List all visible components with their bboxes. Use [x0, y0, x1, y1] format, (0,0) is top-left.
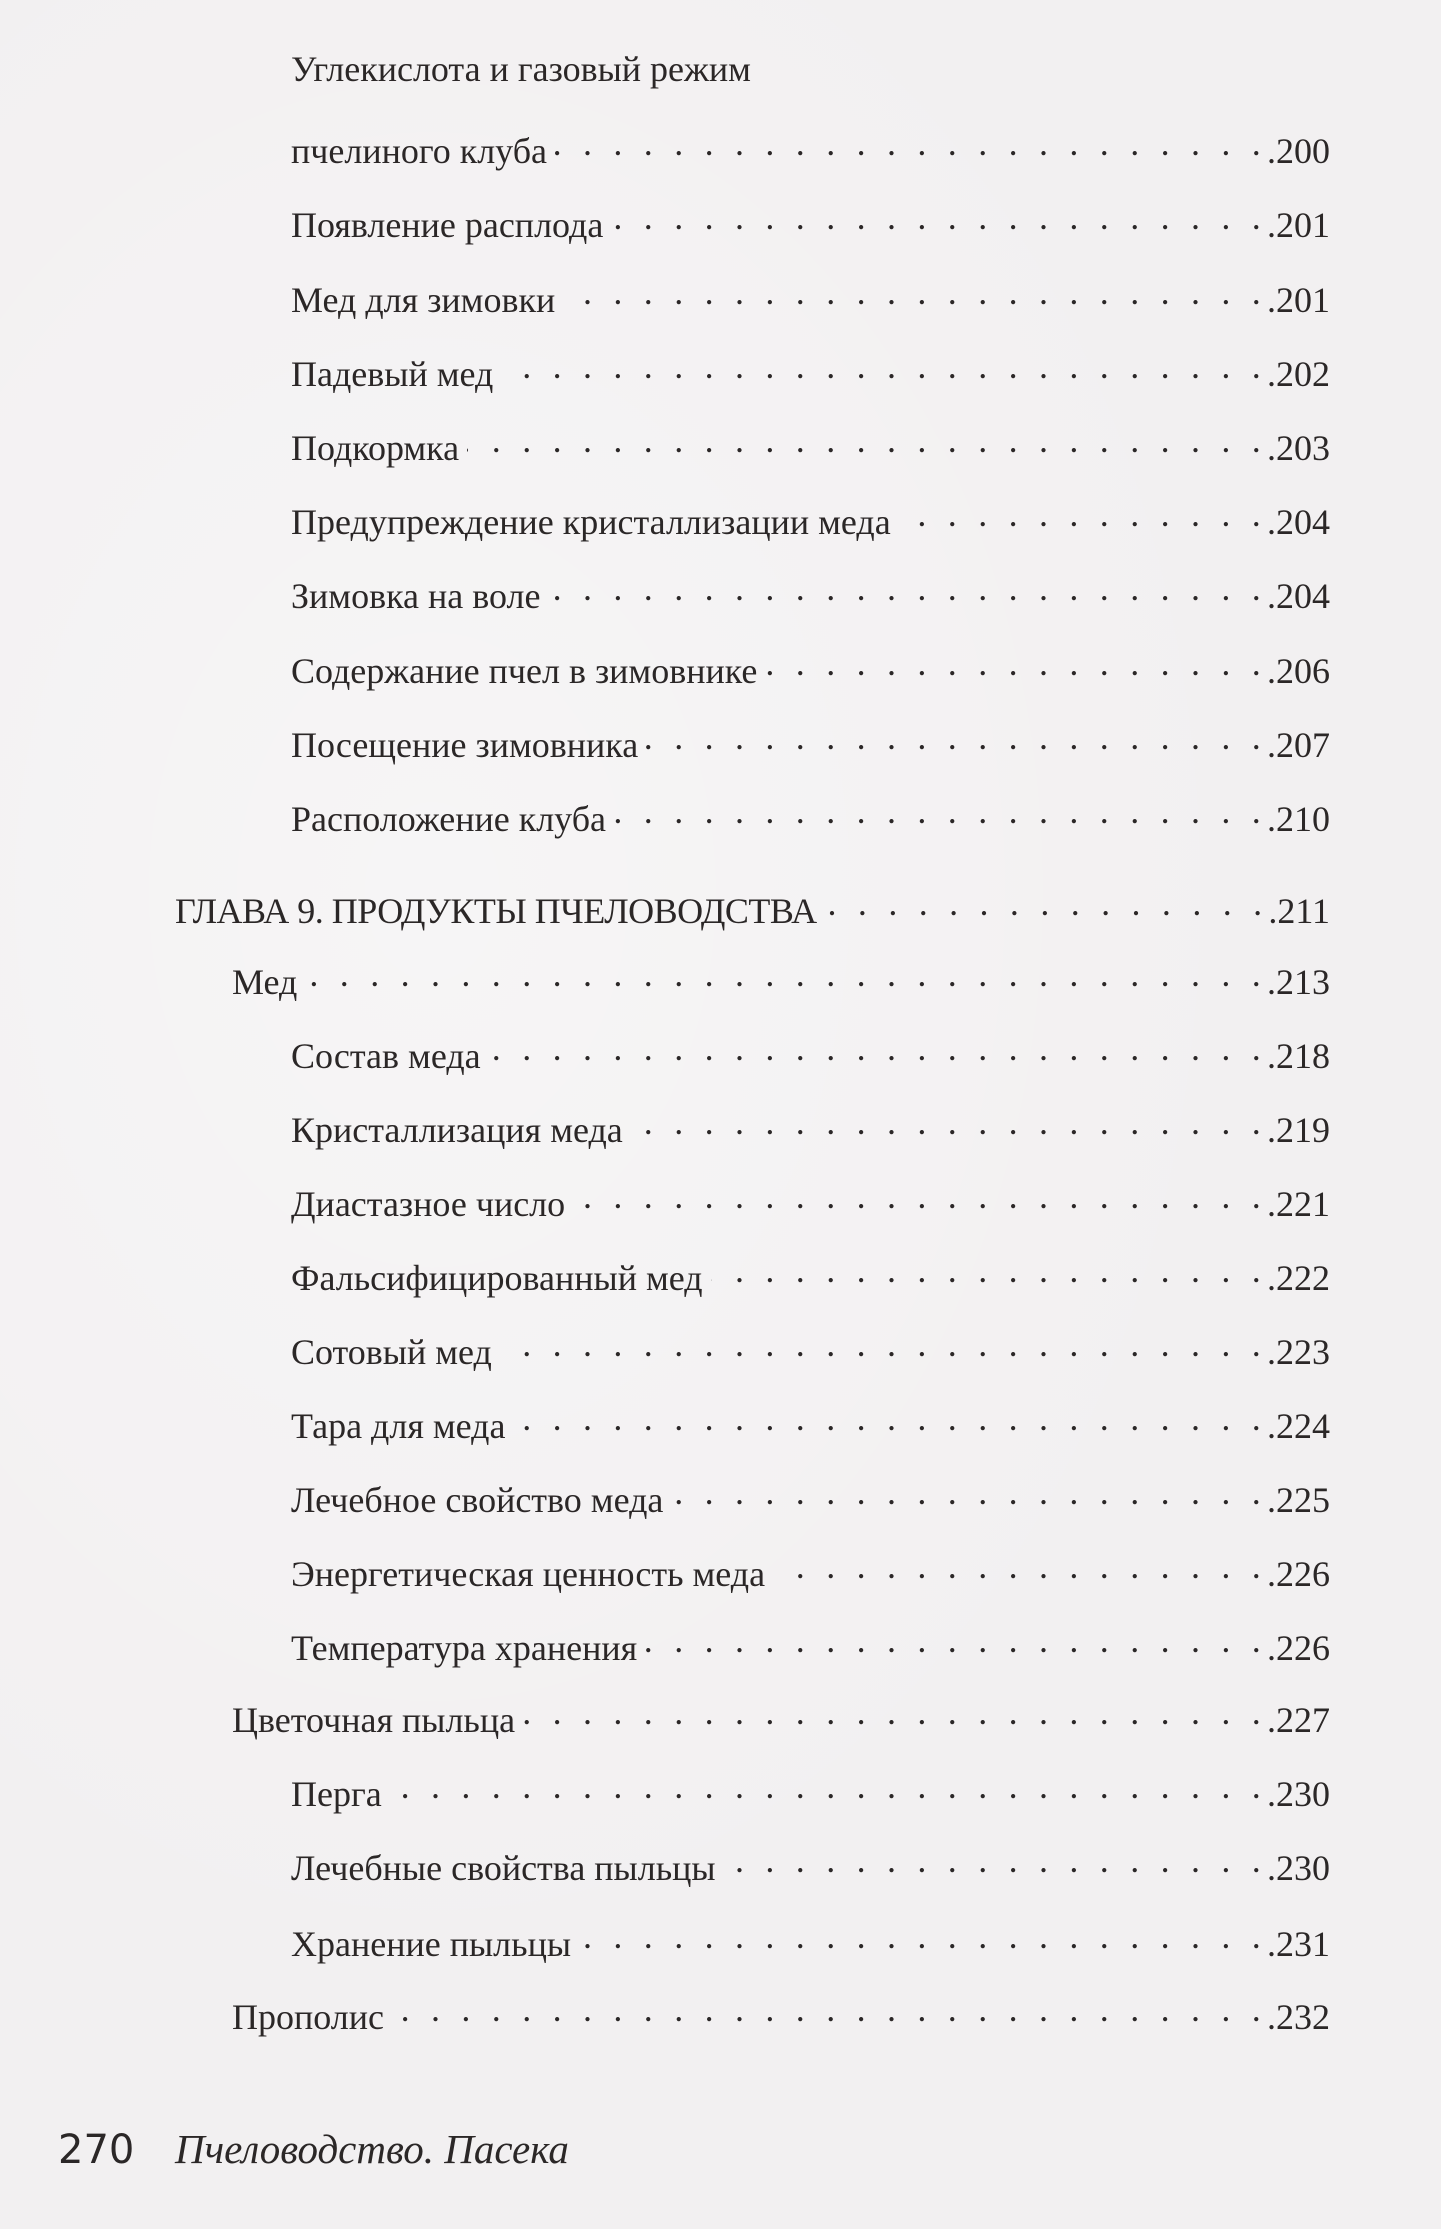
toc-entry-title: Расположение клуба — [291, 799, 606, 839]
page-number: 270 — [58, 2127, 135, 2173]
toc-entry-page: . 230 — [1267, 1774, 1330, 1814]
toc-entry-title: Посещение зимовника — [291, 725, 639, 765]
dot-leader — [631, 1102, 1267, 1142]
dot-leader — [646, 717, 1267, 757]
toc-entry-title: Появление расплода — [291, 205, 604, 245]
toc-entry-page: . 222 — [1267, 1258, 1330, 1298]
toc-entry-page: . 230 — [1267, 1848, 1330, 1888]
dot-leader — [773, 1546, 1267, 1586]
toc-entry-page: . 213 — [1267, 962, 1330, 1002]
toc-entry-page: . 227 — [1267, 1700, 1330, 1740]
dot-leader — [765, 643, 1267, 683]
toc-entry — [291, 1250, 1330, 1298]
toc-chapter-heading — [175, 883, 1330, 931]
toc-entry-page: . 204 — [1267, 576, 1330, 616]
dot-leader — [467, 420, 1267, 460]
toc-entry-page: . 226 — [1267, 1554, 1330, 1594]
dot-leader — [573, 1176, 1267, 1216]
toc-entry — [291, 1028, 1330, 1076]
toc-entry-title: Прополис — [232, 1997, 384, 2037]
toc-entry-title: Температура хранения — [291, 1628, 638, 1668]
toc-entry-title: Содержание пчел в зимовнике — [291, 651, 758, 691]
dot-leader — [825, 883, 1269, 923]
dot-leader — [611, 197, 1267, 237]
toc-entry-page: . 218 — [1267, 1036, 1330, 1076]
toc-entry — [291, 49, 1330, 89]
dot-leader — [513, 1398, 1267, 1438]
toc-entry — [291, 1472, 1330, 1520]
dot-leader — [671, 1472, 1267, 1512]
dot-leader — [523, 1692, 1267, 1732]
toc-entry — [291, 272, 1330, 320]
dot-leader — [614, 791, 1267, 831]
dot-leader — [645, 1620, 1267, 1660]
toc-entry — [291, 1102, 1330, 1150]
toc-entry — [291, 494, 1330, 542]
toc-entry — [291, 346, 1330, 394]
toc-entry-title: Цветочная пыльца — [232, 1700, 516, 1740]
toc-entry-title: Лечебное свойство меда — [291, 1480, 664, 1520]
toc-entry — [291, 1324, 1330, 1372]
toc-entry-page: . 211 — [1268, 891, 1330, 931]
dot-leader — [579, 1916, 1267, 1956]
toc-entry-title: Фальсифицированный мед — [291, 1258, 703, 1298]
toc-section — [232, 1692, 1330, 1740]
toc-entry-page: . 219 — [1267, 1110, 1330, 1150]
toc-entry-title: Перга — [291, 1774, 382, 1814]
dot-leader — [489, 1028, 1267, 1068]
dot-leader — [500, 1324, 1267, 1364]
toc-entry-title: Хранение пыльцы — [291, 1924, 572, 1964]
toc-entry — [291, 1620, 1330, 1668]
toc-entry-title: Сотовый мед — [291, 1332, 492, 1372]
page-footer — [58, 2126, 569, 2172]
dot-leader — [501, 346, 1267, 386]
running-title: Пчеловодство. Пасека — [175, 2126, 569, 2172]
dot-leader — [711, 1250, 1267, 1290]
toc-entry — [291, 1766, 1330, 1814]
toc-entry — [291, 1176, 1330, 1224]
dot-leader — [392, 1989, 1267, 2029]
toc-entry — [291, 1398, 1330, 1446]
dot-leader — [563, 272, 1267, 312]
toc-entry-page: . 203 — [1267, 428, 1330, 468]
toc-entry — [291, 568, 1330, 616]
toc-entry-page: . 206 — [1267, 651, 1330, 691]
toc-entry-page: . 223 — [1267, 1332, 1330, 1372]
toc-entry-title: Лечебные свойства пыльцы — [291, 1848, 716, 1888]
toc-entry-title: Тара для меда — [291, 1406, 506, 1446]
dot-leader — [548, 568, 1267, 608]
toc-entry-title: Кристаллизация меда — [291, 1110, 623, 1150]
toc-entry — [291, 197, 1330, 245]
toc-section — [232, 954, 1330, 1002]
toc-entry-title: Падевый мед — [291, 354, 494, 394]
dot-leader — [555, 123, 1267, 163]
toc-entry-page: . 204 — [1267, 502, 1330, 542]
toc-entry — [291, 1546, 1330, 1594]
toc-entry-page: . 202 — [1267, 354, 1330, 394]
toc-entry-title: Зимовка на воле — [291, 576, 541, 616]
chapter-title: ГЛАВА 9. ПРОДУКТЫ ПЧЕЛОВОДСТВА — [175, 891, 817, 931]
toc-entry — [291, 123, 1330, 171]
toc-entry-page: . 224 — [1267, 1406, 1330, 1446]
toc-entry — [291, 420, 1330, 468]
toc-entry-page: . 200 — [1267, 131, 1330, 171]
toc-entry-page: . 201 — [1267, 205, 1330, 245]
toc-entry — [291, 1916, 1330, 1964]
dot-leader — [899, 494, 1267, 534]
toc-entry-title: Предупреждение кристаллизации меда — [291, 502, 891, 542]
toc-entry — [291, 643, 1330, 691]
toc-entry-title: Энергетическая ценность меда — [291, 1554, 766, 1594]
toc-entry-page: . 221 — [1267, 1184, 1330, 1224]
dot-leader — [390, 1766, 1267, 1806]
toc-entry-title: Подкормка — [291, 428, 460, 468]
toc-entry-page: . 226 — [1267, 1628, 1330, 1668]
toc-entry — [291, 791, 1330, 839]
toc-entry-title: Углекислота и газовый режим — [291, 49, 751, 89]
toc-entry-page: . 210 — [1267, 799, 1330, 839]
toc-entry-title: Мед для зимовки — [291, 280, 556, 320]
toc-entry-page: . 225 — [1267, 1480, 1330, 1520]
toc-entry — [291, 717, 1330, 765]
toc-entry-title: Диастазное число — [291, 1184, 566, 1224]
toc-section — [232, 1989, 1330, 2037]
toc-entry-page: . 231 — [1267, 1924, 1330, 1964]
toc-entry-title: пчелиного клуба — [291, 131, 547, 171]
toc-entry-title: Состав меда — [291, 1036, 481, 1076]
toc-entry-title: Мед — [232, 962, 298, 1002]
dot-leader — [305, 954, 1267, 994]
toc-entry-page: . 207 — [1267, 725, 1330, 765]
dot-leader — [724, 1840, 1267, 1880]
toc-entry-page: . 232 — [1267, 1997, 1330, 2037]
toc-entry — [291, 1840, 1330, 1888]
toc-entry-page: . 201 — [1267, 280, 1330, 320]
